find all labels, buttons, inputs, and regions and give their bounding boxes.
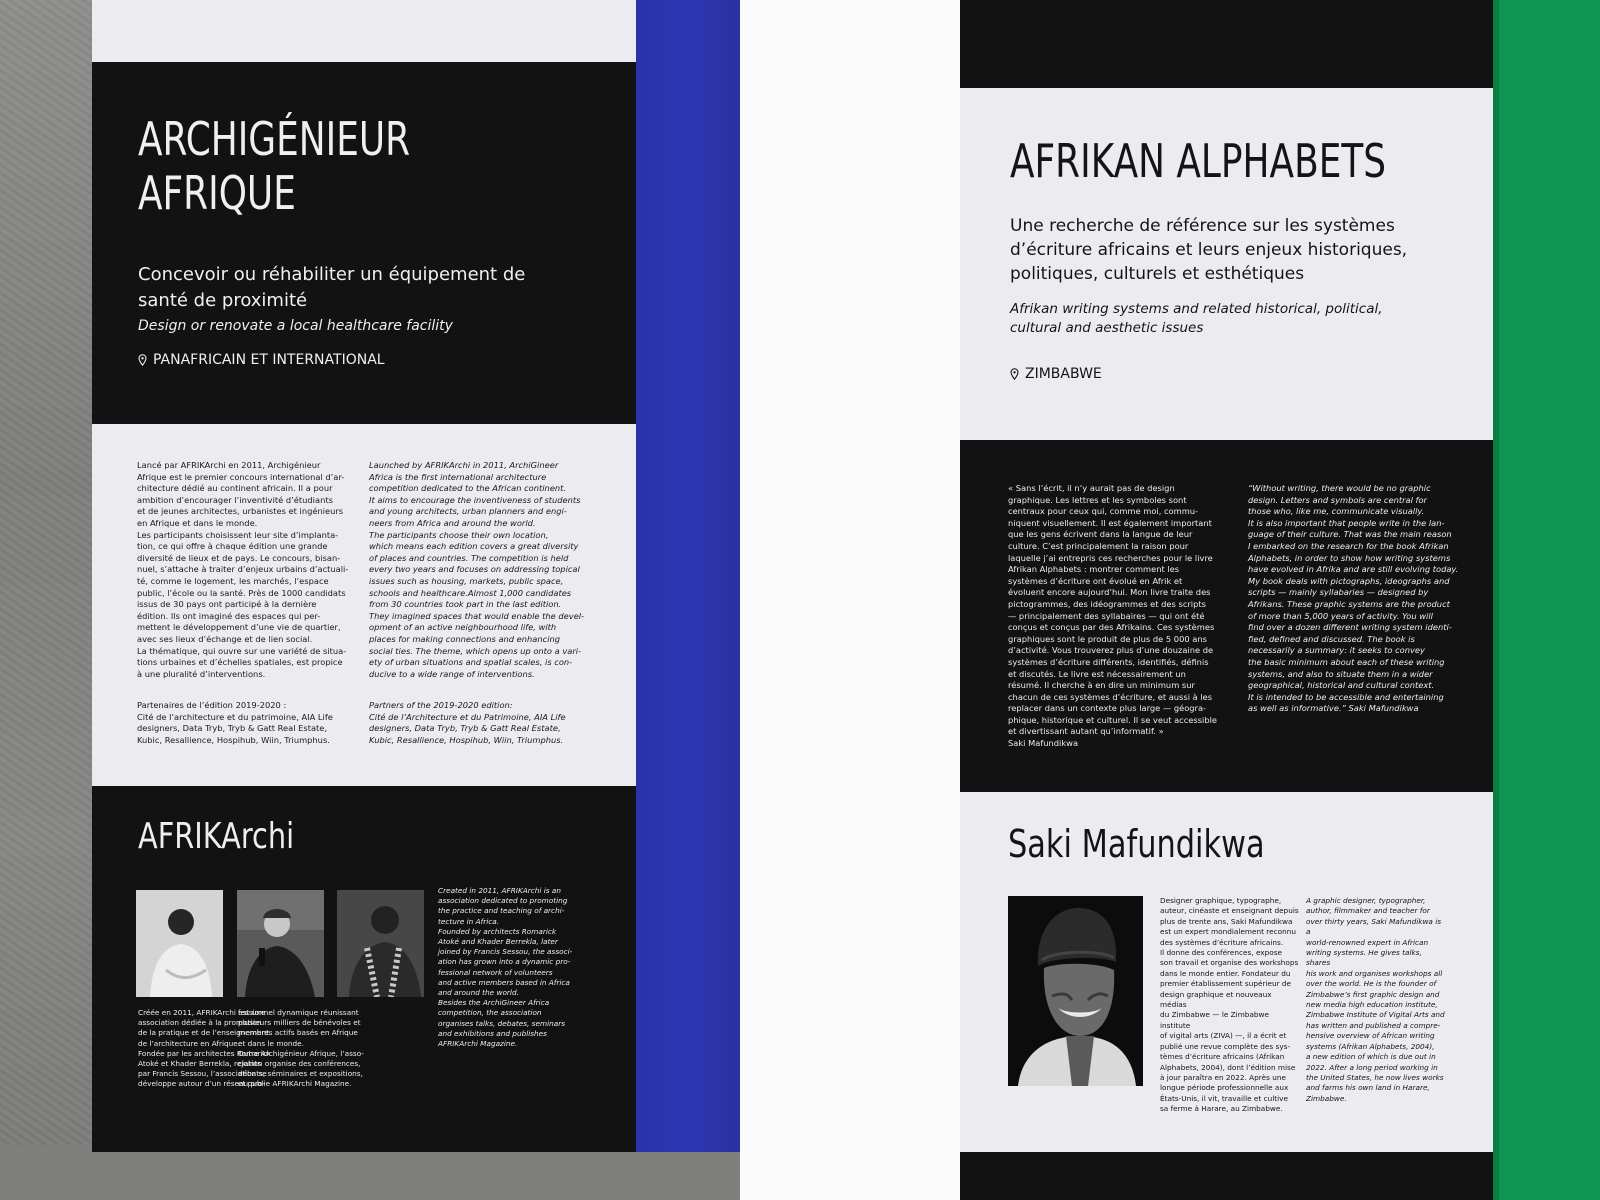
subtitle-fr: Une recherche de référence sur les systèmes d’écriture africains et leurs enjeux historiques, politiques, culturels et esthétiques — [1010, 216, 1408, 284]
body-text-en: Launched by AFRIKArchi in 2011, ArchiGineer Africa is the first international architecture competition dedicated to the African continent. It aims to encourage the inventiveness of students and young architects, urban planners and engi- neers from Africa and around the world. The participants choose their own location, which means each edition covers a great diversity of places and countries. The competition is held every two years and focuses on addressing topical issues such as housing, markets, public space, schools and healthcare.Almost 1,000 candidates from 30 countries took part in the last edition. They imagined spaces that would enable the devel- opment of an active neighbourhood life, with places for making connections and enhancing social ties. The theme, which opens up onto a vari- ety of urban situations and spatial scales, is con- ducive to a wide range of interventions. — [369, 460, 585, 679]
subtitle-en: Afrikan writing systems and related historical, political, cultural and aesthetic issues — [1010, 301, 1383, 336]
org-title: AFRIKArchi — [138, 816, 295, 857]
panel-top-band — [92, 0, 636, 62]
location-text: ZIMBABWE — [1025, 366, 1102, 382]
founder-photo-1 — [136, 890, 223, 997]
afrikan-alphabets-panel — [960, 0, 1493, 1200]
panel-title: AFRIKAN ALPHABETS — [1010, 134, 1387, 188]
bio-text-en: A graphic designer, typographer, author, filmmaker and teacher for over thirty years, Saki Mafundikwa is a world-renowned expert in African writing systems. He gives talks, shares his work and organises workshops all over the world. He is the founder of Zimbabwe’s first graphic design and new media high education institute, Zimbabwe Institute of Vigital Arts and has written and published a compre- hensive overview of African writing systems (Afrikan Alphabets, 2004), a new edition of which is due out in 2022. After a long period working in the United States, he now lives works and farms his own land in Harare, Zimbabwe. — [1306, 896, 1445, 1103]
body-text-fr: Lancé par AFRIKArchi en 2011, Archigénieur Afrique est le premier concours international d’ar- chitecture dédié au continent africain. Il a pour ambition d’encourager l’inventivité d’étudiants et de jeunes architectes, urbanistes et ingénieurs en Afrique et dans le monde. Les participants choisissent leur site d’implanta- tion, ce qui offre à chaque édition une grande diversité de lieux et de pays. Le concours, bisan- nuel, s’attache à traiter d’enjeux urbains d’actuali- té, comme le logement, les marchés, l’espace public, l’école ou la santé. Près de 1000 candidats issus de 30 pays ont participé à la dernière édition. Ils ont imaginé des espaces qui per- mettent le développement d’une vie de quartier, avec ses lieux d’échange et de lien social. La thématique, qui ouvre sur une variété de situa- tions urbaines et d’échelles spatiales, est propice à une pluralité d’interventions. — [137, 460, 349, 679]
location-label — [138, 352, 385, 368]
panel-body — [960, 440, 1493, 792]
panel-footer — [92, 786, 636, 1152]
bio-text-fr: Designer graphique, typographe, auteur, cinéaste et enseignant depuis plus de trente ans, Saki Mafundikwa est un expert mondialement reconnu des systèmes d’écriture africains. Il donne des conférences, expose son travail et organise des workshops dans le monde entier. Fondateur du premier établissement supérieur de design graphique et nouveaux médias du Zimbabwe — le Zimbabwe institute of vigital arts (ZIVA) —, il a écrit et publié une revue complète des sys- tèmes d’écriture africains (Afrikan Alphabets, 2004), dont l’édition mise à jour paraîtra en 2022. Après une longue période professionnelle aux États-Unis, il vit, travaille et cultive sa ferme à Harare, au Zimbabwe. — [1160, 896, 1299, 1114]
location-pin-icon — [138, 354, 147, 366]
founder-photo-2 — [237, 890, 324, 997]
location-label — [1010, 366, 1102, 382]
green-wall-edge — [1493, 0, 1499, 1200]
concrete-floor — [0, 1145, 740, 1200]
title-line-2: AFRIQUE — [138, 166, 296, 220]
panel-body — [92, 424, 636, 786]
subtitle-en: Design or renovate a local healthcare facility — [138, 318, 453, 334]
panel-header — [960, 88, 1493, 440]
panel-header — [92, 62, 636, 424]
org-text-fr-2: fessionnel dynamique réunissant plusieurs milliers de bénévoles et membres actifs basés en Afrique et dans le monde. Outre Archigénieur Afrique, l’asso- ciation organise des conférences, débats, séminaires et expositions, et publie AFRIKArchi Magazine. — [238, 1008, 364, 1089]
subtitle-fr: Concevoir ou réhabiliter un équipement de santé de proximité — [138, 264, 526, 311]
panel-bottom-band — [960, 1152, 1493, 1200]
panel-title — [138, 112, 410, 220]
location-text: PANAFRICAIN ET INTERNATIONAL — [153, 352, 385, 368]
location-pin-icon — [1010, 368, 1019, 380]
partners-text-en: Partners of the 2019-2020 edition: Cité de l’Architecture et du Patrimoine, AIA Life designers, Data Tryb, Tryb & Gatt Real Estate, Kubic, Resallience, Hospihub, Wiin, Triumphus. — [369, 700, 566, 745]
title-line-1: ARCHIGÉNIEUR — [138, 112, 411, 166]
green-wall — [1493, 0, 1600, 1200]
archigenieur-panel — [92, 0, 636, 1152]
org-text-fr-1: Créée en 2011, AFRIKArchi est une association dédiée à la promotion de la pratique et de l’enseignement de l’architecture en Afrique. Fondée par les architectes Romarick Atoké et Khader Berrekla, rejoints par Francis Sessou, l’association se développe autour d’un réseau pro- — [138, 1008, 271, 1089]
white-wall — [740, 0, 960, 1200]
panel-footer — [960, 792, 1493, 1152]
partners-text-fr: Partenaires de l’édition 2019-2020 : Cité de l’architecture et du patrimoine, AIA Life designers, Data Tryb, Tryb & Gatt Real Estate, Kubic, Resallience, Hospihub, Wiin, Triumphus. — [137, 700, 333, 745]
founder-photo-3 — [337, 890, 424, 997]
org-text-en: Created in 2011, AFRIKArchi is an association dedicated to promoting the practice and teaching of archi- tecture in Africa. Founded by architects Romarick Atoké and Khader Berrekla, later joined by Francis Sessou, the associ- ation has grown into a dynamic pro- fessional network of volunteers and active members based in Africa and around the world. Besides the ArchiGineer Africa competition, the association organises talks, debates, seminars and exhibitions and publishes AFRIKArchi Magazine. — [438, 886, 573, 1049]
quote-text-en: “Without writing, there would be no graphic design. Letters and symbols are central for those who, like me, communicate visually. It is also important that people write in the lan- guage of their culture. That was the main reason I embarked on the research for the book Afrikan Alphabets, in order to show how writing systems have evolved in Afrika and are still evolving today. My book deals with pictographs, ideographs and scripts — mainly syllabaries — designed by Afrikans. These graphic systems are the product of more than 5,000 years of activity. You will find over a dozen different writing system identi- fied, defined and discussed. The book is necessarily a summary: it seeks to convey the basic minimum about each of these writing systems, and also to situate them in a wider geographical, historical and cultural context. It is intended to be accessible and entertaining as well as informative.” Saki Mafundikwa — [1248, 483, 1459, 714]
quote-text-fr: « Sans l’écrit, il n’y aurait pas de design graphique. Les lettres et les symboles sont centraux pour ceux qui, comme moi, commu- niquent visuellement. Il est également important que les gens écrivent dans la langue de leur culture. C’est principalement la raison pour laquelle j’ai entrepris ces recherches pour le livre Afrikan Alphabets : montrer comment les systèmes d’écriture ont évolué en Afrik et évoluent encore aujourd’hui. Mon livre traite des pictogrammes, des idéogrammes et des scripts — principalement des syllabaires — qui ont été conçus et conçus par des Afrikains. Ces systèmes graphiques sont le produit de plus de 5 000 ans d’activité. Vous trouverez plus d’une douzaine de systèmes d’écriture différents, identifiés, définis et discutés. Le livre est nécessairement un résumé. Il cherche à en dire un minimum sur chacun de ces systèmes d’écriture, et aussi à les replacer dans un contexte plus large — géogra- phique, historique et culturel. Il se veut accessible et divertissant autant qu’informatif. » Saki Mafundikwa — [1008, 483, 1218, 749]
blue-wall — [636, 0, 740, 1152]
concrete-wall — [0, 0, 92, 1200]
portrait-photo — [1008, 896, 1143, 1086]
bio-title: Saki Mafundikwa — [1008, 822, 1265, 866]
panel-top-band — [960, 0, 1493, 88]
